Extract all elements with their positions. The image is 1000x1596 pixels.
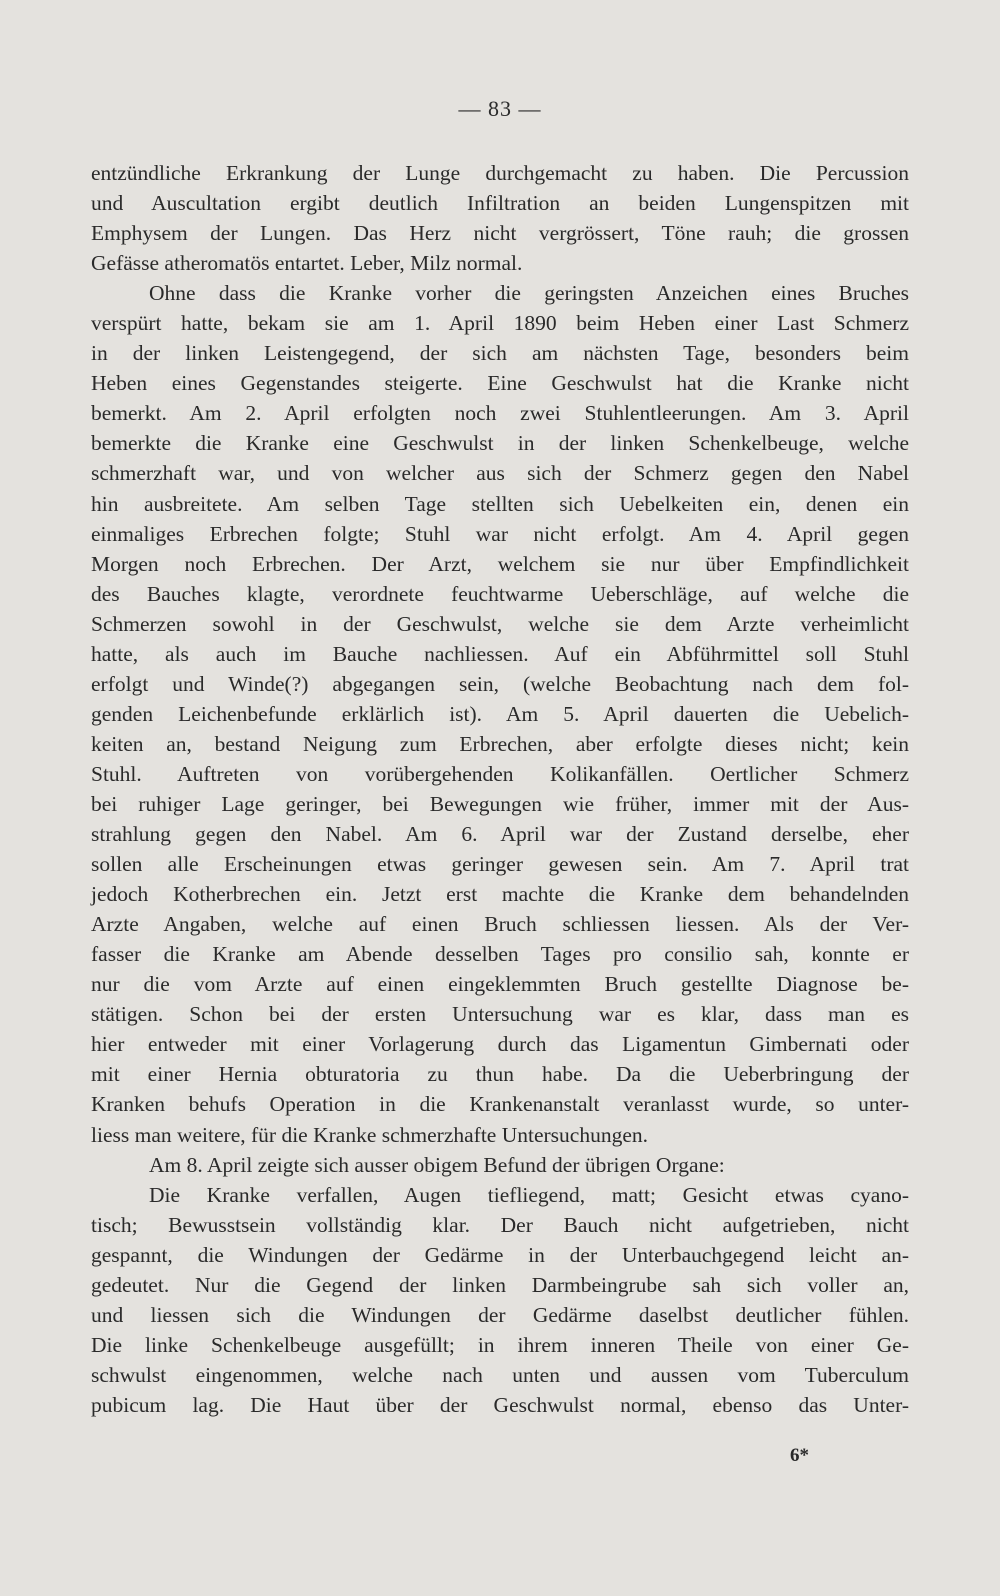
text-line: Morgen noch Erbrechen. Der Arzt, welchem sie nur über Empfindlichkeit bbox=[91, 551, 909, 576]
text-line: Stuhl. Auftreten von vorübergehenden Kolikanfällen. Oertlicher Schmerz bbox=[91, 761, 909, 786]
text-line: gespannt, die Windungen der Gedärme in der Unterbauchgegend leicht an- bbox=[91, 1242, 909, 1267]
text-line: und liessen sich die Windungen der Gedärme daselbst deutlicher fühlen. bbox=[91, 1302, 909, 1327]
text-line: schwulst eingenommen, welche nach unten und aussen vom Tuberculum bbox=[91, 1362, 909, 1387]
text-line: entzündliche Erkrankung der Lunge durchgemacht zu haben. Die Percussion bbox=[91, 161, 909, 185]
text-line: strahlung gegen den Nabel. Am 6. April war der Zustand derselbe, eher bbox=[91, 822, 909, 847]
text-line: stätigen. Schon bei der ersten Untersuchung war es klar, dass man es bbox=[91, 1002, 909, 1027]
text-line: Die Kranke verfallen, Augen tiefliegend, matt; Gesicht etwas cyano- bbox=[149, 1182, 909, 1207]
text-line: pubicum lag. Die Haut über der Geschwulst normal, ebenso das Unter- bbox=[91, 1392, 909, 1417]
text-line: schmerzhaft war, und von welcher aus sich der Schmerz gegen den Nabel bbox=[91, 461, 909, 486]
text-line: Schmerzen sowohl in der Geschwulst, welche sie dem Arzte verheimlicht bbox=[91, 611, 909, 636]
text-line: Am 8. April zeigte sich ausser obigem Befund der übrigen Organe: bbox=[149, 1152, 725, 1177]
text-line: sollen alle Erscheinungen etwas geringer gewesen sein. Am 7. April trat bbox=[91, 852, 909, 877]
text-line: Kranken behufs Operation in die Krankenanstalt veranlasst wurde, so unter- bbox=[91, 1092, 909, 1117]
text-line: bemerkte die Kranke eine Geschwulst in der linken Schenkelbeuge, welche bbox=[91, 431, 909, 456]
text-line: verspürt hatte, bekam sie am 1. April 1890 beim Heben einer Last Schmerz bbox=[91, 311, 909, 336]
text-line: erfolgt und Winde(?) abgegangen sein, (welche Beobachtung nach dem fol- bbox=[91, 671, 909, 696]
text-line: Die linke Schenkelbeuge ausgefüllt; in ihrem inneren Theile von einer Ge- bbox=[91, 1332, 909, 1357]
text-line: bemerkt. Am 2. April erfolgten noch zwei Stuhlentleerungen. Am 3. April bbox=[91, 401, 909, 426]
text-line: bei ruhiger Lage geringer, bei Bewegungen wie früher, immer mit der Aus- bbox=[91, 791, 909, 816]
text-line: mit einer Hernia obturatoria zu thun habe. Da die Ueberbringung der bbox=[91, 1062, 909, 1087]
text-line: des Bauches klagte, verordnete feuchtwarme Ueberschläge, auf welche die bbox=[91, 581, 909, 606]
text-line: liess man weitere, für die Kranke schmerzhafte Untersuchungen. bbox=[91, 1122, 648, 1147]
text-line: einmaliges Erbrechen folgte; Stuhl war nicht erfolgt. Am 4. April gegen bbox=[91, 521, 909, 546]
text-line: jedoch Kotherbrechen ein. Jetzt erst machte die Kranke dem behandelnden bbox=[91, 882, 909, 907]
text-line: Gefässe atheromatös entartet. Leber, Milz normal. bbox=[91, 251, 523, 276]
text-line: Ohne dass die Kranke vorher die geringsten Anzeichen eines Bruches bbox=[149, 281, 909, 306]
page-number: — 83 — bbox=[458, 96, 542, 121]
text-line: in der linken Leistengegend, der sich am nächsten Tage, besonders beim bbox=[91, 341, 909, 366]
body-text bbox=[91, 158, 909, 1420]
text-line: nur die vom Arzte auf einen eingeklemmten Bruch gestellte Diagnose be- bbox=[91, 972, 909, 997]
text-line: und Auscultation ergibt deutlich Infiltration an beiden Lungenspitzen mit bbox=[91, 191, 909, 216]
text-line: Emphysem der Lungen. Das Herz nicht vergrössert, Töne rauh; die grossen bbox=[91, 221, 909, 246]
text-line: hatte, als auch im Bauche nachliessen. Auf ein Abführmittel soll Stuhl bbox=[91, 641, 909, 666]
text-line: Arzte Angaben, welche auf einen Bruch schliessen liessen. Als der Ver- bbox=[91, 912, 909, 937]
text-line: fasser die Kranke am Abende desselben Tages pro consilio sah, konnte er bbox=[91, 942, 909, 967]
text-line: tisch; Bewusstsein vollständig klar. Der Bauch nicht aufgetrieben, nicht bbox=[91, 1212, 909, 1237]
text-line: Heben eines Gegenstandes steigerte. Eine Geschwulst hat die Kranke nicht bbox=[91, 371, 909, 396]
text-line: hin ausbreitete. Am selben Tage stellten sich Uebelkeiten ein, denen ein bbox=[91, 491, 909, 516]
text-line: genden Leichenbefunde erklärlich ist). Am 5. April dauerten die Uebelich- bbox=[91, 701, 909, 726]
text-line: keiten an, bestand Neigung zum Erbrechen, aber erfolgte dieses nicht; kein bbox=[91, 731, 909, 756]
signature-mark: 6* bbox=[790, 1445, 809, 1466]
text-line: gedeutet. Nur die Gegend der linken Darmbeingrube sah sich voller an, bbox=[91, 1272, 909, 1297]
text-line: hier entweder mit einer Vorlagerung durch das Ligamentun Gimbernati oder bbox=[91, 1032, 909, 1057]
